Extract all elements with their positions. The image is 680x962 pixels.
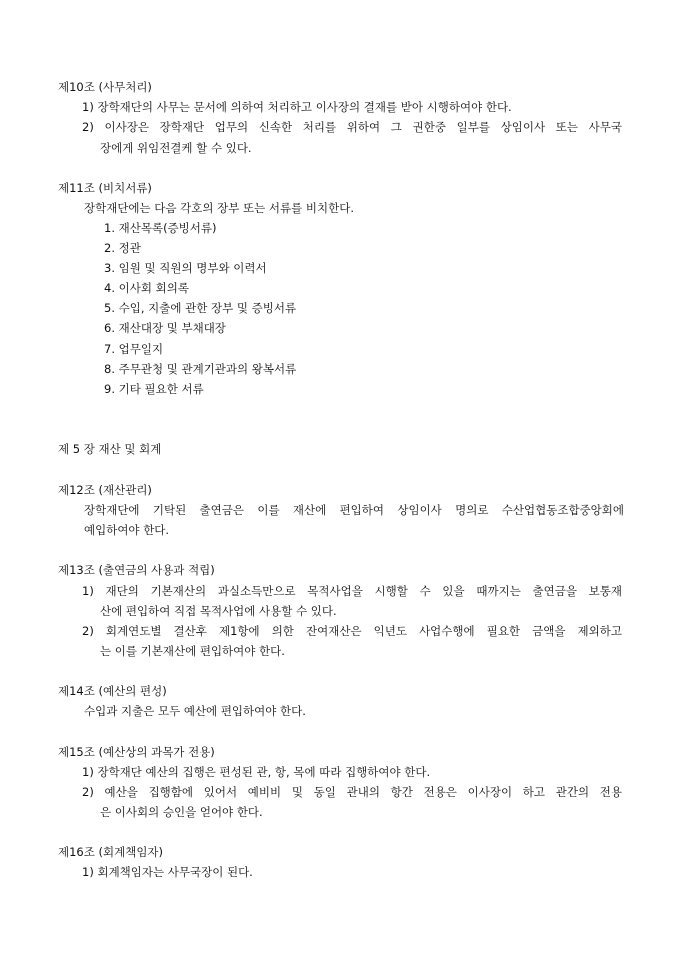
article-11-list-item: 7. 업무일지 [104,342,164,356]
article-13-item-1-cont: 산에 편입하여 직접 목적사업에 사용할 수 있다. [100,604,337,618]
article-16-title: 제16조 (회계책임자) [58,845,164,859]
article-16-item-1: 1) 회계책임자는 사무국장이 된다. [82,865,253,879]
article-12-line-cont: 예입하여야 한다. [84,523,170,537]
article-11-title: 제11조 (비치서류) [58,181,152,195]
chapter-heading: 제 5 장 재산 및 회계 [58,442,162,456]
article-15-item-2: 2) 예산을 집행함에 있어서 예비비 및 동일 관내의 항간 전용은 이사장이 하고 관간의 전용 [82,785,622,799]
article-12-title: 제12조 (재산관리) [58,483,152,497]
article-10-title: 제10조 (사무처리) [58,80,152,94]
article-10-item-2-cont: 장에게 위임전결케 할 수 있다. [100,141,252,155]
article-11-intro: 장학재단에는 다음 각호의 장부 또는 서류를 비치한다. [84,201,354,215]
article-13-item-2-cont: 는 이를 기본재산에 편입하여야 한다. [100,644,285,658]
article-11-list-item: 6. 재산대장 및 부채대장 [104,321,226,335]
article-10-item-1: 1) 장학재단의 사무는 문서에 의하여 처리하고 이사장의 결재를 받아 시행하여야 한다. [82,100,512,114]
article-11-list-item: 3. 임원 및 직원의 명부와 이력서 [104,261,267,275]
article-11-list-item: 2. 정관 [104,241,141,255]
article-11-list-item: 4. 이사회 회의록 [104,281,189,295]
article-15-item-1: 1) 장학재단 예산의 집행은 편성된 관, 항, 목에 따라 집행하여야 한다. [82,765,431,779]
article-11-list-item: 1. 재산목록(증빙서류) [104,221,217,235]
article-15-title: 제15조 (예산상의 과목가 전용) [58,745,215,759]
article-11-list-item: 9. 기타 필요한 서류 [104,382,204,396]
article-13-item-1: 1) 재단의 기본재산의 과실소득만으로 목적사업을 시행할 수 있을 때까지는 출연금을 보통재 [82,584,622,598]
article-11-list-item: 5. 수입, 지출에 관한 장부 및 증빙서류 [104,301,297,315]
article-13-item-2: 2) 회계연도별 결산후 제1항에 의한 잔여재산은 익년도 사업수행에 필요한 금액을 제외하고 [82,624,622,638]
article-14-line: 수입과 지출은 모두 예산에 편입하여야 한다. [84,704,306,718]
article-12-line: 장학재단에 기탁된 출연금은 이를 재산에 편입하여 상임이사 명의로 수산업협동조합중앙회에 [84,503,624,517]
article-11-list-item: 8. 주무관청 및 관계기관과의 왕복서류 [104,362,297,376]
article-13-title: 제13조 (출연금의 사용과 적립) [58,563,215,577]
article-15-item-2-cont: 은 이사회의 승인을 얻어야 한다. [100,805,263,819]
article-14-title: 제14조 (예산의 편성) [58,684,167,698]
article-10-item-2: 2) 이사장은 장학재단 업무의 신속한 처리를 위하여 그 권한중 일부를 상임이사 또는 사무국 [82,120,622,134]
